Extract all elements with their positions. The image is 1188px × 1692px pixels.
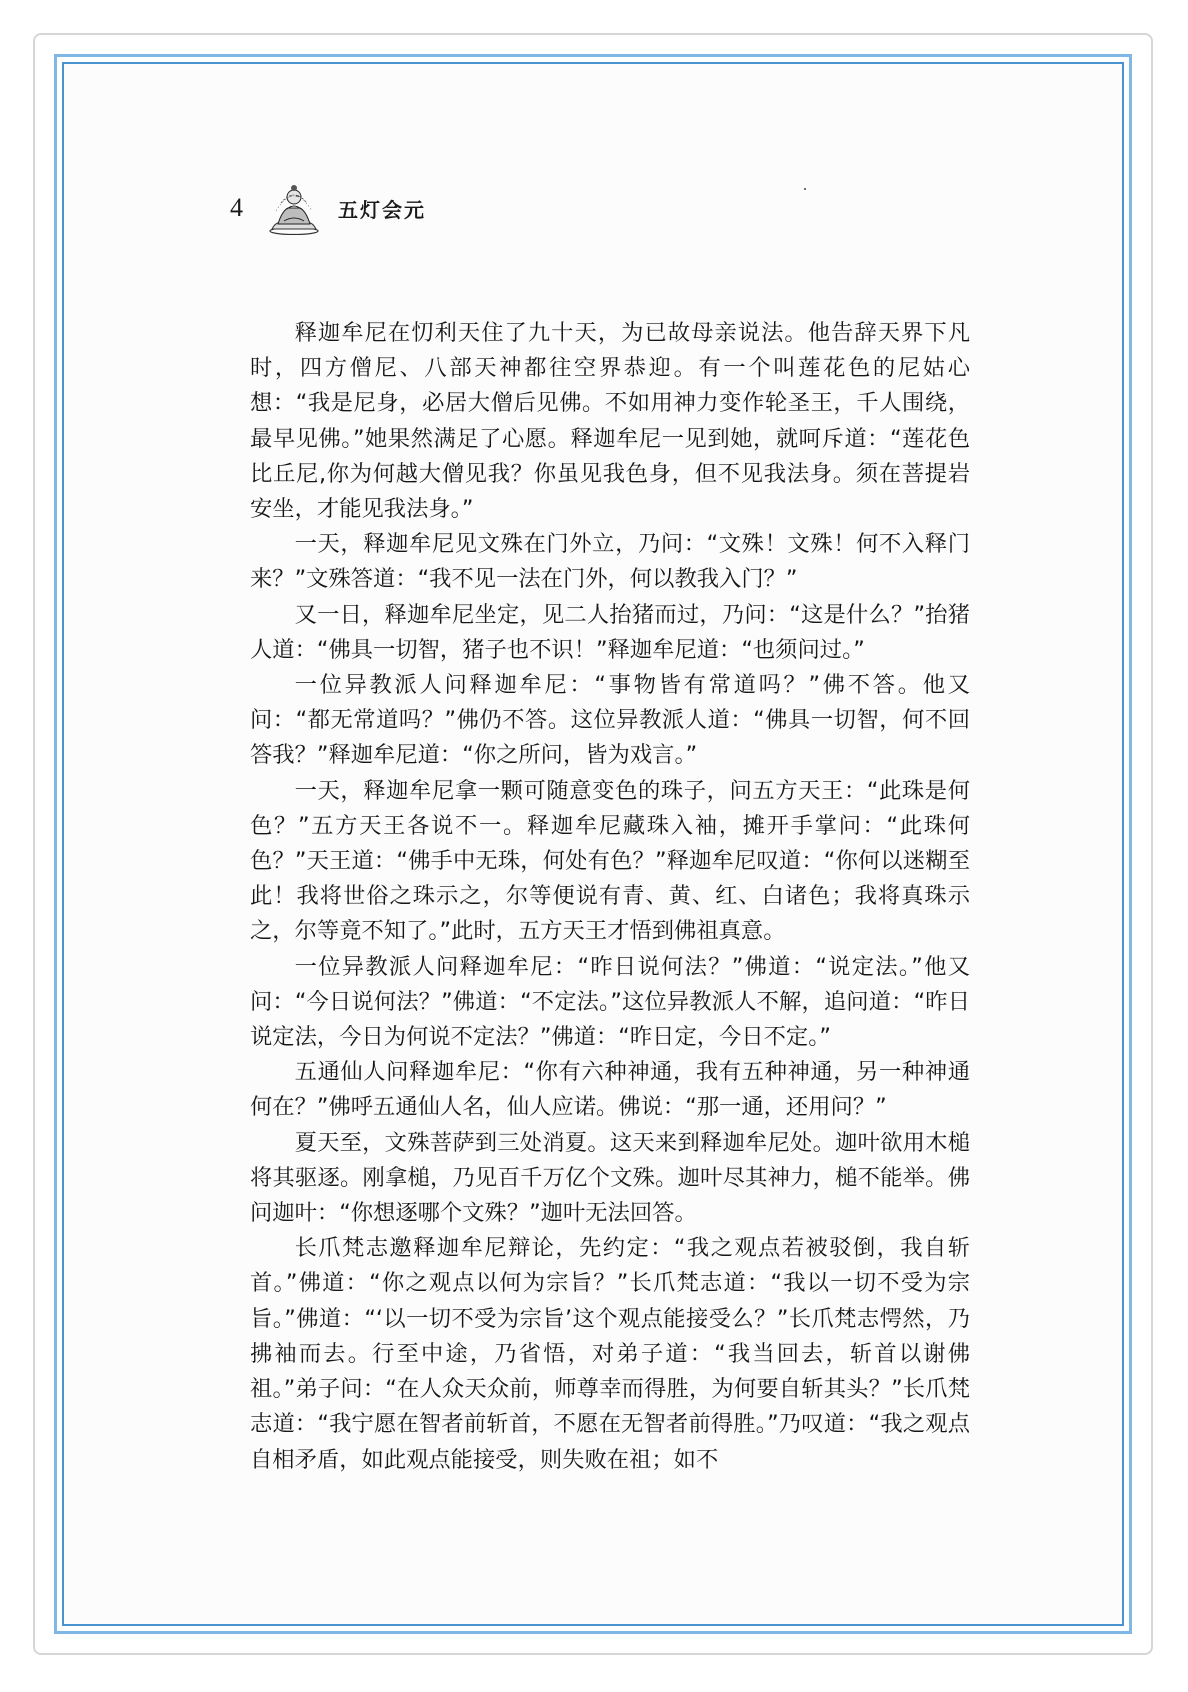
print-speck — [804, 188, 806, 190]
page-number: 4 — [230, 193, 243, 222]
paragraph: 长爪梵志邀释迦牟尼辩论，先约定：“我之观点若被驳倒，我自斩首。”佛道：“你之观点以何为宗旨？”长爪梵志道：“我以一切不受为宗旨。”佛道：“‘以一切不受为宗旨’这个观点能接受么？”长爪梵志愕然，乃拂袖而去。行至中途，乃省悟，对弟子道：“我当回去，斩首以谢佛祖。”弟子问：“在人众天众前，师尊幸而得胜，为何要自斩其头？”长爪梵志道：“我宁愿在智者前斩首，不愿在无智者前得胜。”乃叹道：“我之观点自相矛盾，如此观点能接受，则失败在祖；如不 — [250, 1235, 970, 1473]
body-text — [250, 316, 970, 1478]
paragraph: 夏天至，文殊菩萨到三处消夏。这天来到释迦牟尼处。迦叶欲用木槌将其驱逐。刚拿槌，乃见百千万亿个文殊。迦叶尽其神力，槌不能举。佛问迦叶：“你想逐哪个文殊？”迦叶无法回答。 — [250, 1129, 970, 1227]
buddha-icon — [268, 181, 320, 235]
paragraph: 一位异教派人问释迦牟尼：“昨日说何法？”佛道：“说定法。”他又问：“今日说何法？”佛道：“不定法。”这位异教派人不解，追问道：“昨日说定法，今日为何说不定法？”佛道：“昨日定，今日不定。” — [250, 953, 970, 1051]
paragraph: 一天，释迦牟尼拿一颗可随意变色的珠子，问五方天王：“此珠是何色？”五方天王各说不一。释迦牟尼藏珠入袖，摊开手掌问：“此珠何色？”天王道：“佛手中无珠，何处有色？”释迦牟尼叹道：“你何以迷糊至此！我将世俗之珠示之，尔等便说有青、黄、红、白诸色；我将真珠示之，尔等竟不知了。”此时，五方天王才悟到佛祖真意。 — [250, 777, 970, 945]
page-header — [230, 178, 426, 238]
paragraph: 一位异教派人问释迦牟尼：“事物皆有常道吗？”佛不答。他又问：“都无常道吗？”佛仍不答。这位异教派人道：“佛具一切智，何不回答我？”释迦牟尼道：“你之所问，皆为戏言。” — [250, 672, 970, 769]
paragraph: 释迦牟尼在忉利天住了九十天，为已故母亲说法。他告辞天界下凡时，四方僧尼、八部天神都往空界恭迎。有一个叫莲花色的尼姑心想：“我是尼身，必居大僧后见佛。不如用神力变作轮圣王，千人围绕，最早见佛。”她果然满足了心愿。释迦牟尼一见到她，就呵斥道：“莲花色比丘尼,你为何越大僧见我？你虽见我色身，但不见我法身。须在菩提岩安坐，才能见我法身。” — [250, 320, 970, 523]
paragraph: 一天，释迦牟尼见文殊在门外立，乃问：“文殊！文殊！何不入释门来？”文殊答道：“我不见一法在门外，何以教我入门？” — [250, 531, 970, 593]
paragraph: 五通仙人问释迦牟尼：“你有六种神通，我有五种神通，另一种神通何在？”佛呼五通仙人名，仙人应诺。佛说：“那一通，还用问？” — [250, 1059, 970, 1121]
paragraph: 又一日，释迦牟尼坐定，见二人抬猪而过，乃问：“这是什么？”抬猪人道：“佛具一切智，猪子也不识！”释迦牟尼道：“也须问过。” — [250, 601, 970, 663]
book-title: 五灯会元 — [338, 197, 426, 222]
